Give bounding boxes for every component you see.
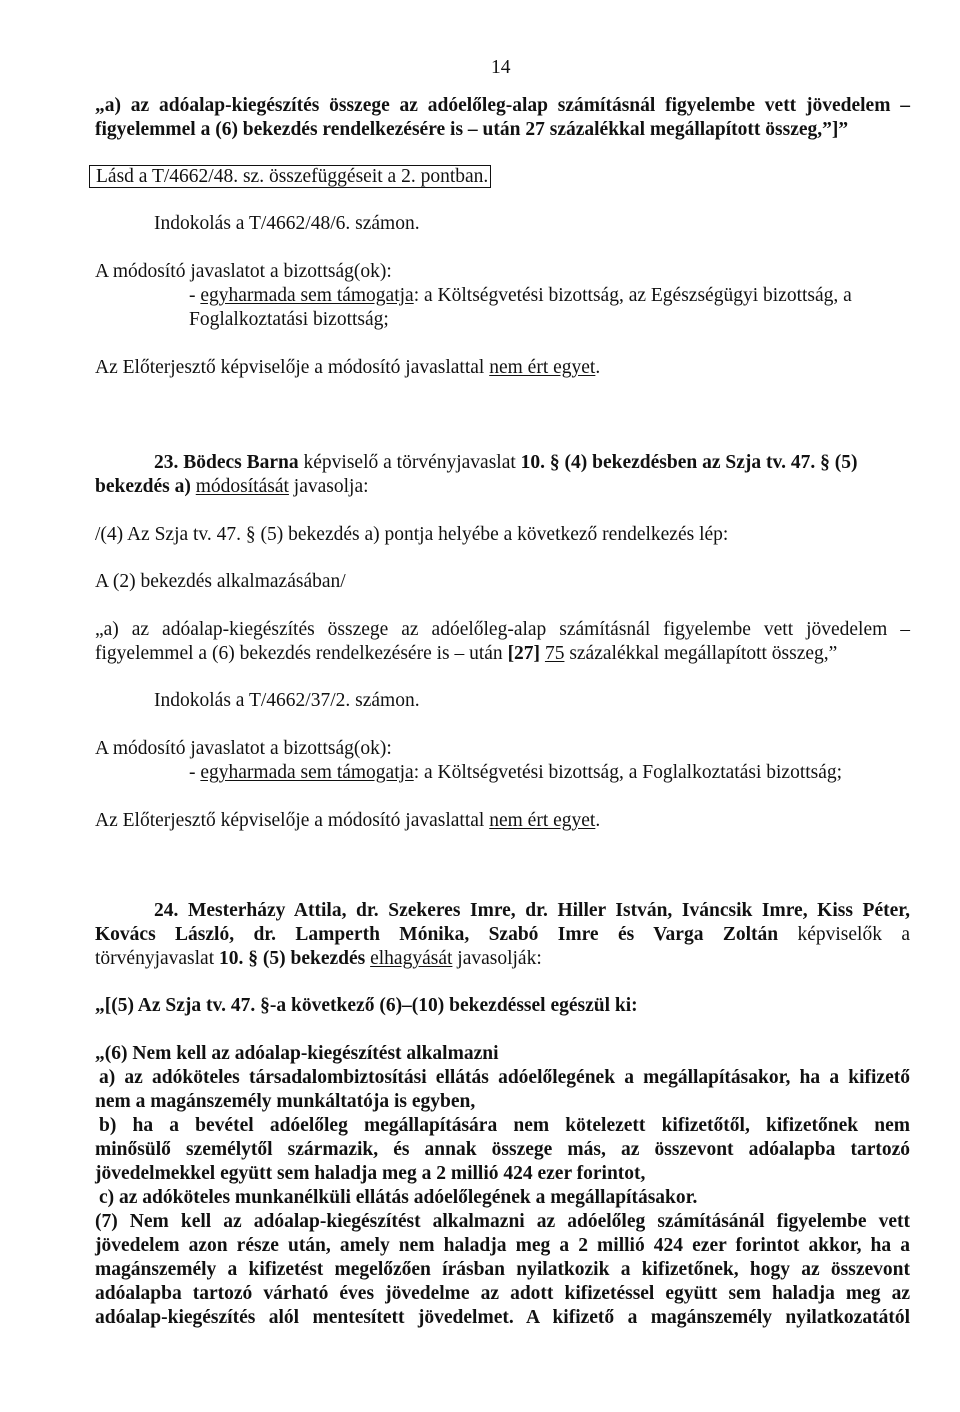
page-number: 14 [491,57,511,78]
committee-line-2: Foglalkoztatási bizottság; [189,309,389,330]
proposer-decision-2: nem ért egyet [489,810,596,831]
para-6a-1: a) az adóköteles társadalombiztosítási ellátás adóelőlegének a megállapításakor, ha a kifizető [99,1067,910,1088]
item-23-quote-2 [95,642,837,666]
item-23-reference: 10. § (4) bekezdésben az Szja tv. 47. § (5) [520,452,858,473]
item-24-role: képviselők a [778,924,910,945]
item-24-reference: 10. § (5) bekezdés [219,948,366,969]
dash: - [189,285,201,306]
deleted-value: [27] [507,643,541,664]
item-24-line-3 [95,947,542,971]
dash: - [189,762,201,783]
para-6b-3: jövedelmekkel együtt sem haladja meg a 2 millió 424 ezer forintot, [95,1163,646,1184]
para-6b-2: minősülő személytől származik, és annak összege más, az összevont adóalapba tartozó [95,1139,910,1160]
committee-line-1 [189,284,852,308]
para-7-4: adóalapba tartozó várható éves jövedelme az adott kifizetéssel együtt sem haladja meg az [95,1283,910,1304]
boxed-note [89,165,491,189]
item-23-action: módosítását [195,476,289,497]
item-23-line-2 [95,475,369,499]
para-7-3: magánszemély a kifizetést megelőzően írásban nyilatkozik a kifizetőnek, hogy az összevont [95,1259,910,1280]
quote-line-1: „a) az adóalap-kiegészítés összege az adóelőleg-alap számításnál figyelembe vett jövedelem – [95,95,910,116]
item-23-proposer: Bödecs Barna [183,452,299,473]
proposer-text-1: Az Előterjesztő képviselője a módosító javaslattal [95,357,490,378]
justification-1: Indokolás a T/4662/48/6. számon. [154,213,420,234]
justification-2: Indokolás a T/4662/37/2. számon. [154,690,420,711]
item-23-number: 23. [154,452,179,473]
proposer-text-2: Az Előterjesztő képviselője a módosító javaslattal [95,810,490,831]
committee-intro-2: A módosító javaslatot a bizottság(ok): [95,738,392,759]
para-7-1: (7) Nem kell az adóalap-kiegészítést alkalmazni az adóelőleg számításánál figyelembe vett [95,1211,910,1232]
item-23-quote-1: „a) az adóalap-kiegészítés összege az adóelőleg-alap számításnál figyelembe vett jövedelem – [95,619,910,640]
committee-list-1: : a Költségvetési bizottság, az Egészségügyi bizottság, a [413,285,852,306]
proposer-end-1: . [595,357,601,378]
item-24-proposers: Kovács László, dr. Lamperth Mónika, Szabó Imre és Varga Zoltán [95,924,779,945]
proposer-opinion-1 [95,356,600,380]
boxed-note-text: Lásd a T/4662/48. sz. összefüggéseit a 2. pontban. [89,165,491,188]
quote-end: százalékkal megállapított összeg,” [564,643,838,664]
proposer-opinion-2 [95,809,600,833]
item-23-proposes: javasolja: [288,476,369,497]
item-24-action: elhagyását [370,948,453,969]
committee-line-3 [189,761,842,785]
committee-intro-1: A módosító javaslatot a bizottság(ok): [95,261,392,282]
item-23-line-1 [154,451,858,475]
item-24-line-2 [95,923,910,947]
quote-text: figyelemmel a (6) bekezdés rendelkezésére is – után [95,643,508,664]
committee-list-2: : a Költségvetési bizottság, a Foglalkoztatási bizottság; [413,762,843,783]
committee-decision-1: egyharmada sem támogatja [200,285,414,306]
item-23-provision: /(4) Az Szja tv. 47. § (5) bekezdés a) pontja helyébe a következő rendelkezés lép: [95,524,729,545]
para-7-2: jövedelem azon része után, amely nem haladja meg a 2 millió 424 ezer forintot akkor, ha a [95,1235,910,1256]
item-24-bill: törvényjavaslat [95,948,219,969]
para-7-5: adóalap-kiegészítés alól mentesített jövedelmet. A kifizető a magánszemély nyilatkozatától [95,1307,910,1328]
para-6a-2: nem a magánszemély munkáltatója is egyben, [95,1091,476,1112]
committee-decision-2: egyharmada sem támogatja [200,762,414,783]
item-24-quote-head: „[(5) Az Szja tv. 47. §-a következő (6)–(10) bekezdéssel egészül ki: [95,995,638,1016]
item-23-paragraph: bekezdés a) [95,476,191,497]
inserted-value: 75 [544,643,565,664]
proposer-decision-1: nem ért egyet [489,357,596,378]
para-6-title: „(6) Nem kell az adóalap-kiegészítést alkalmazni [95,1043,499,1064]
para-6c: c) az adóköteles munkanélküli ellátás adóelőlegének a megállapításakor. [99,1187,698,1208]
item-24-proposes: javasolják: [452,948,542,969]
item-24-line-1: 24. Mesterházy Attila, dr. Szekeres Imre, dr. Hiller István, Iváncsik Imre, Kiss Péter, [154,900,910,921]
para-6b-1: b) ha a bevétel adóelőleg megállapítására nem kötelezett kifizetőtől, kifizetőnek nem [99,1115,910,1136]
quote-line-2: figyelemmel a (6) bekezdés rendelkezésére is – után 27 százalékkal megállapított összeg,”]” [95,119,849,140]
proposer-end-2: . [595,810,601,831]
item-23-application: A (2) bekezdés alkalmazásában/ [95,571,346,592]
item-23-text: képviselő a törvényjavaslat [298,452,521,473]
